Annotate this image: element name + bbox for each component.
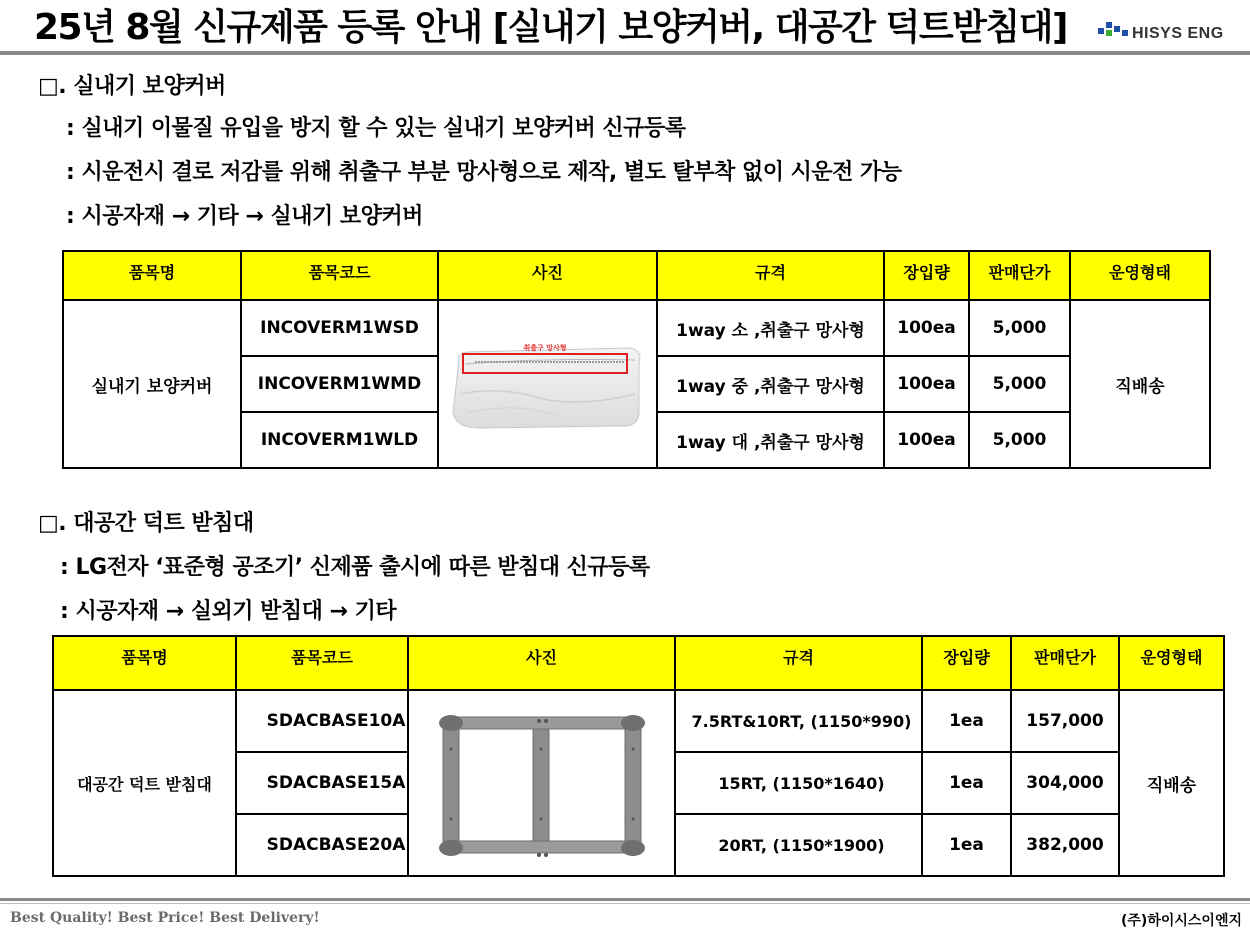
price-cell: 382,000 — [1011, 814, 1119, 876]
price-cell: 5,000 — [969, 356, 1070, 412]
spec-cell: 15RT, (1150*1640) — [675, 752, 922, 814]
price-cell: 5,000 — [969, 300, 1070, 356]
header-operation: 운영형태 — [1070, 251, 1210, 300]
header-divider — [0, 51, 1250, 55]
spec-cell: 20RT, (1150*1900) — [675, 814, 922, 876]
footer-divider-thin — [0, 903, 1250, 904]
qty-cell: 1ea — [922, 752, 1011, 814]
price-cell: 5,000 — [969, 412, 1070, 468]
price-cell: 157,000 — [1011, 690, 1119, 752]
header-item-name: 품목명 — [53, 636, 236, 690]
price-cell: 304,000 — [1011, 752, 1119, 814]
qty-cell: 100ea — [884, 356, 969, 412]
header-photo: 사진 — [408, 636, 675, 690]
spec-cell: 1way 소 ,취출구 망사형 — [657, 300, 884, 356]
section2-heading: □. 대공간 덕트 받침대 — [38, 511, 254, 536]
logo-text: HISYS ENG — [1132, 25, 1224, 42]
photo-annotation-label: 취출구 망사형 — [523, 344, 567, 352]
header-spec: 규격 — [657, 251, 884, 300]
item-code-cell: SDACBASE15A — [236, 752, 408, 814]
section1-bullet-3: : 시공자재 → 기타 → 실내기 보양커버 — [66, 204, 423, 229]
stand-photo-image — [409, 691, 676, 875]
cover-photo-image — [439, 302, 658, 466]
section2-bullet-2: : 시공자재 → 실외기 받침대 → 기타 — [60, 599, 397, 624]
footer-company: (주)하이시스이엔지 — [1121, 913, 1242, 929]
operation-cell: 직배송 — [1070, 300, 1210, 468]
section1-heading: □. 실내기 보양커버 — [38, 74, 226, 99]
table-row — [63, 300, 1210, 356]
logo-mark-icon — [1098, 18, 1128, 40]
product-photo-cell — [408, 690, 675, 876]
spec-cell: 1way 대 ,취출구 망사형 — [657, 412, 884, 468]
duct-stand-table — [52, 635, 1225, 877]
header-qty: 장입량 — [884, 251, 969, 300]
header-price: 판매단가 — [969, 251, 1070, 300]
item-name-cell: 대공간 덕트 받침대 — [53, 690, 236, 876]
header-qty: 장입량 — [922, 636, 1011, 690]
qty-cell: 100ea — [884, 412, 969, 468]
qty-cell: 1ea — [922, 690, 1011, 752]
item-name-cell: 실내기 보양커버 — [63, 300, 241, 468]
header-price: 판매단가 — [1011, 636, 1119, 690]
page-title: 25년 8월 신규제품 등록 안내 [실내기 보양커버, 대공간 덕트받침대] — [34, 7, 1067, 48]
qty-cell: 1ea — [922, 814, 1011, 876]
header-item-code: 품목코드 — [241, 251, 438, 300]
header-photo: 사진 — [438, 251, 657, 300]
cover-product-table — [62, 250, 1211, 469]
header-item-name: 품목명 — [63, 251, 241, 300]
section1-bullet-1: : 실내기 이물질 유입을 방지 할 수 있는 실내기 보양커버 신규등록 — [66, 116, 686, 141]
product-photo-cell — [438, 300, 657, 468]
company-logo — [1098, 14, 1224, 44]
header-operation: 운영형태 — [1119, 636, 1224, 690]
footer-slogan: Best Quality! Best Price! Best Delivery! — [10, 910, 320, 926]
operation-cell: 직배송 — [1119, 690, 1224, 876]
item-code-cell: INCOVERM1WSD — [241, 300, 438, 356]
qty-cell: 100ea — [884, 300, 969, 356]
section1-bullet-2: : 시운전시 결로 저감를 위해 취출구 부분 망사형으로 제작, 별도 탈부착 없이 시운전 가능 — [66, 160, 902, 185]
header-spec: 규격 — [675, 636, 922, 690]
spec-cell: 7.5RT&10RT, (1150*990) — [675, 690, 922, 752]
section2-bullet-1: : LG전자 ‘표준형 공조기’ 신제품 출시에 따른 받침대 신규등록 — [60, 555, 650, 580]
header-item-code: 품목코드 — [236, 636, 408, 690]
item-code-cell: SDACBASE10A — [236, 690, 408, 752]
item-code-cell: INCOVERM1WMD — [241, 356, 438, 412]
table-row — [53, 690, 1224, 752]
spec-cell: 1way 중 ,취출구 망사형 — [657, 356, 884, 412]
footer-divider — [0, 898, 1250, 901]
item-code-cell: INCOVERM1WLD — [241, 412, 438, 468]
item-code-cell: SDACBASE20A — [236, 814, 408, 876]
